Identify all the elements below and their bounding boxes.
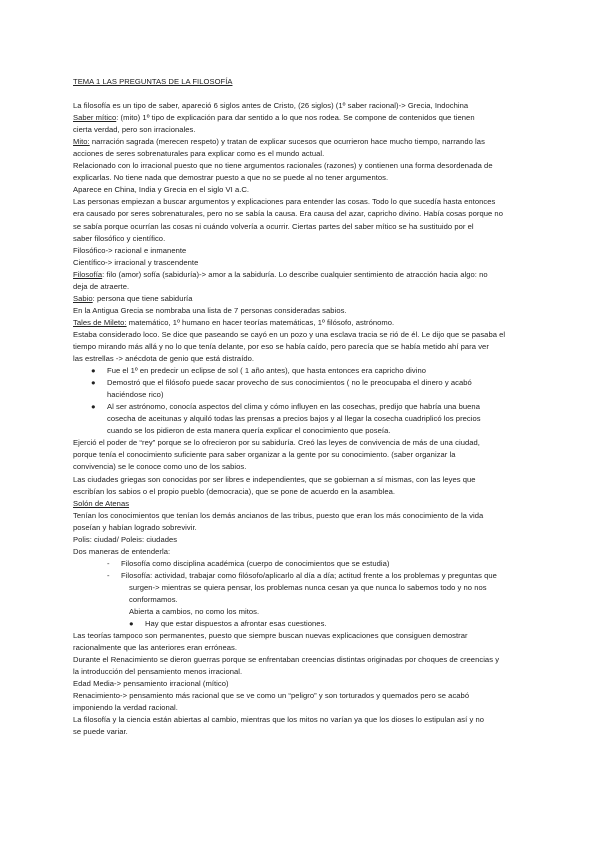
- list-item: [73, 401, 530, 413]
- loco-line-1: Estaba considerado loco. Se dice que paseando se cayó en un pozo y una esclava tracia se rió de él. Le dijo que se pasaba el: [73, 329, 506, 339]
- list-item-text: Demostró que el filósofo puede sacar provecho de sus conocimientos ( no le preocupaba el dinero y acabó: [107, 378, 472, 388]
- list-item-text: Fue el 1º en predecir un eclipse de sol ( 1 año antes), que hasta entonces era capricho divino: [107, 366, 427, 376]
- renacimiento2-line-2: imponiendo la verdad racional.: [73, 703, 178, 713]
- renacimiento2-line-1: Renacimiento-> pensamiento más racional que se ve como un “peligro” y son torturados y quemados pero se acabó: [73, 691, 470, 701]
- tenian-line-2: poseían y habían logrado sobrevivir.: [73, 522, 197, 532]
- list-item-text: Filosofía: actividad, trabajar como filósofo/aplicarlo al día a día; actitud frente a los problemas y preguntas que: [121, 570, 497, 580]
- loco-line-2: tiempo mirando más allá y no lo que tenía delante, por eso se había caído, pero parecía que se había metido ahí para ver: [73, 341, 489, 351]
- list-item: [73, 618, 530, 630]
- personas-line-3: se sabía porque ocurrían las cosas ni cuándo volvería a ocurrir. Ciertas partes del saber mítico se ha sustituido por el: [73, 221, 474, 231]
- filosofia-ciencia-line-1: La filosofía y la ciencia están abiertas al cambio, mientras que los mitos no varían ya que los dioses lo estipulan así y no: [73, 715, 484, 725]
- list-item-continuation: surgen-> mientras se quiera pensar, los problemas nunca cesan ya que nunca lo sabemos todo y no nos: [129, 582, 487, 592]
- tenian-line-1: Tenían los conocimientos que tenían los demás ancianos de las tribus, puesto que eran los más conocimiento de la vida: [73, 510, 484, 520]
- dash-marker: -: [107, 558, 110, 568]
- list-item: [73, 558, 530, 570]
- list-item-text: Al ser astrónomo, conocía aspectos del clima y cómo influyen en las cosechas, predijo que habría una buena: [107, 402, 480, 412]
- personas-line-2: era causado por seres sobrenaturales, pero no se sabía la causa. Era causa del azar, capricho divino. Había cosas porque no: [73, 209, 503, 219]
- ejercio-line-1: Ejerció el poder de “rey” porque se lo ofrecieron por su sabiduría. Creó las leyes de convivencia de más de una ciudad,: [73, 438, 480, 448]
- edad-media-line: Edad Media-> pensamiento irracional (mítico): [73, 679, 229, 689]
- personas-line-1: Las personas empiezan a buscar argumentos y explicaciones para entender las cosas. Todo lo que sucedía hasta entonces: [73, 197, 496, 207]
- loco-line-3: las estrellas -> anécdota de genio que está distraído.: [73, 354, 255, 364]
- aparece-line: Aparece en China, India y Grecia en el siglo VI a.C.: [73, 185, 250, 195]
- mito-text: narración sagrada (merecen respeto) y tratan de explicar sucesos que ocurrieron hace mucho tiempo, narrando las: [89, 137, 485, 147]
- dash-list: [73, 558, 530, 630]
- list-item-continuation: cosecha de aceitunas y alquiló todas las prensas a precios bajos y al llegar la cosecha cuadriplicó los precios: [107, 414, 481, 424]
- sabio-line: [73, 293, 530, 305]
- sabio-text: : persona que tiene sabiduría: [92, 293, 193, 303]
- bullet-list: [73, 365, 530, 437]
- relacionado-line-2: explicarlas. No tiene nada que demostrar puesto a que no se puede al no tener argumentos.: [73, 173, 389, 183]
- ciudades-line-2: escribían los sabios o el propio pueblo (democracia), que se pone de acuerdo en la asamblea.: [73, 486, 396, 496]
- list-item-continuation: haciéndose rico): [107, 390, 164, 400]
- dos-maneras-line: Dos maneras de entenderla:: [73, 546, 171, 556]
- saber-mitico-line-2: cierta verdad, pero son irracionales.: [73, 125, 196, 135]
- filosofia-text: : filo (amor) sofía (sabiduría)-> amor a la sabiduría. Lo describe cualquier sentimiento de atracción hacia algo: no: [102, 269, 488, 279]
- tales-text: matemático, 1º humano en hacer teorías matemáticas, 1º filósofo, astrónomo.: [126, 317, 395, 327]
- saber-mitico-label: Saber mítico: [73, 113, 117, 123]
- sabio-label: Sabio: [73, 293, 93, 303]
- filosofia-line-1: [73, 269, 530, 281]
- relacionado-line-1: Relacionado con lo irracional puesto que no tiene argumentos racionales (razones) y contienen una forma desordenada de: [73, 161, 493, 171]
- filosofico-line: Filosófico-> racional e inmanente: [73, 245, 187, 255]
- list-item-text: Filosofía como disciplina académica (cuerpo de conocimientos que se estudia): [121, 558, 390, 568]
- tales-line: [73, 317, 530, 329]
- personas-line-4: saber filosófico y científico.: [73, 233, 166, 243]
- renacimiento-line-1: Durante el Renacimiento se dieron guerras porque se enfrentaban creencias distintas originadas por choques de creencias y: [73, 655, 500, 665]
- bullet-marker: ●: [129, 619, 134, 629]
- mito-label: Mito:: [73, 137, 90, 147]
- filosofia-ciencia-line-2: se puede variar.: [73, 727, 128, 737]
- cientifico-line: Científico-> irracional y trascendente: [73, 257, 199, 267]
- list-item: [73, 570, 530, 582]
- ejercio-line-3: convivencia) se le conoce como uno de los sabios.: [73, 462, 247, 472]
- polis-line: Polis: ciudad/ Poleis: ciudades: [73, 534, 178, 544]
- bullet-marker: ●: [91, 378, 96, 388]
- saber-mitico-text: : (mito) 1º tipo de explicación para dar sentido a lo que nos rodea. Se compone de contenidos que tienen: [116, 113, 475, 123]
- teorias-line-2: racionalmente que las anteriores eran erróneas.: [73, 643, 238, 653]
- list-item-text: Hay que estar dispuestos a afrontar esas cuestiones.: [145, 619, 327, 629]
- saber-mitico-line-1: [73, 112, 530, 124]
- list-item: [73, 365, 530, 377]
- teorias-line-1: Las teorías tampoco son permanentes, puesto que siempre buscan nuevas explicaciones que consiguen demostrar: [73, 631, 468, 641]
- ejercio-line-2: porque tenía el conocimiento suficiente para saber organizar a la gente por su conocimiento. (saber organizar la: [73, 450, 456, 460]
- filosofia-line-2: deja de atraerte.: [73, 281, 130, 291]
- tales-label: Tales de Mileto:: [73, 317, 127, 327]
- document-title: TEMA 1 LAS PREGUNTAS DE LA FILOSOFÍA: [73, 77, 233, 86]
- list-item-continuation: conformamos.: [129, 594, 178, 604]
- list-item-continuation: cuando se los pidieron de esta manera quería explicar el conocimiento que poseía.: [107, 426, 391, 436]
- solon-heading: Solón de Atenas: [73, 498, 130, 508]
- mito-line-2: acciones de seres sobrenaturales para explicar como es el mundo actual.: [73, 149, 325, 159]
- paragraph-intro: La filosofía es un tipo de saber, apareció 6 siglos antes de Cristo, (26 siglos) (1º saber racional)-> Grecia, Indochina: [73, 101, 469, 111]
- abierta-line: Abierta a cambios, no como los mitos.: [129, 607, 260, 617]
- antigua-grecia-line: En la Antigua Grecia se nombraba una lista de 7 personas consideradas sabios.: [73, 305, 347, 315]
- bullet-marker: ●: [91, 366, 96, 376]
- mito-line-1: [73, 136, 530, 148]
- dash-marker: -: [107, 570, 110, 580]
- filosofia-label: Filosofía: [73, 269, 103, 279]
- ciudades-line-1: Las ciudades griegas son conocidas por ser libres e independientes, que se gobiernan a sí mismas, con las leyes que: [73, 474, 476, 484]
- list-item: [73, 377, 530, 389]
- bullet-marker: ●: [91, 402, 96, 412]
- renacimiento-line-2: la introducción del pensamiento menos irracional.: [73, 667, 243, 677]
